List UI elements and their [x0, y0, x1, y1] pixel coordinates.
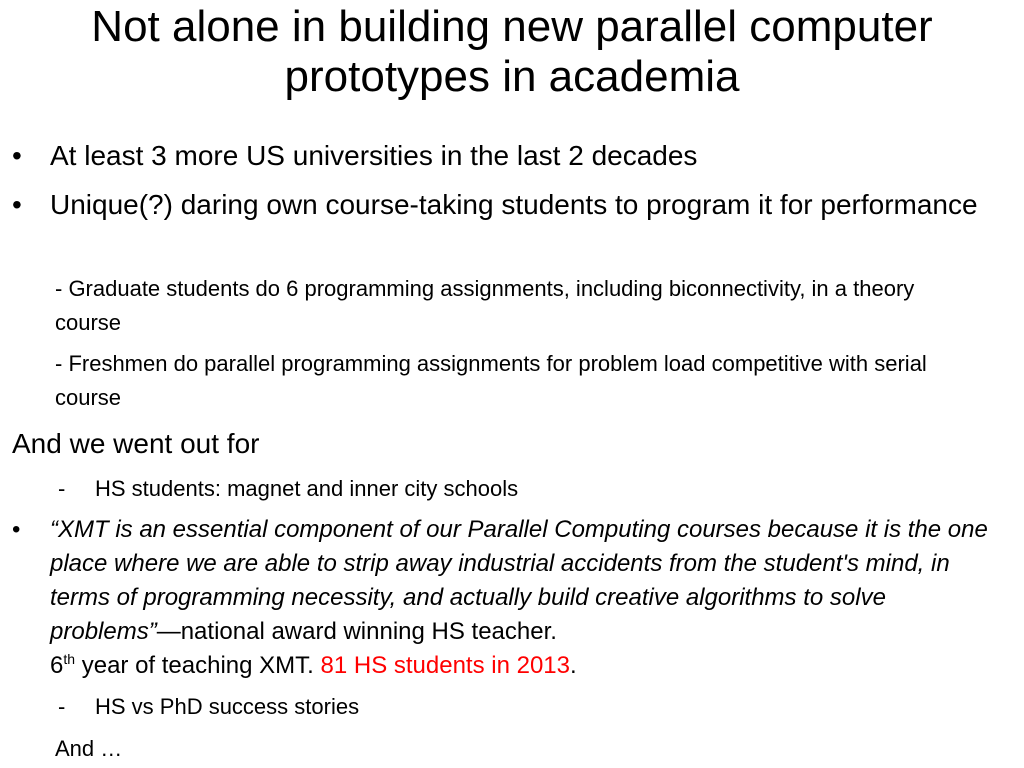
title-line-2: prototypes in academia [284, 52, 740, 101]
dash-marker: - [58, 476, 66, 501]
dash-marker: - [58, 694, 66, 719]
bullet-marker: • [12, 140, 22, 171]
hs-students-highlight: 81 HS students in 2013 [320, 652, 571, 679]
dash-text: HS vs PhD success stories [95, 694, 360, 719]
quote-end-period: . [570, 652, 577, 679]
year-number: 6 [50, 652, 64, 679]
heading-went-out: And we went out for [12, 428, 260, 459]
quote-attribution: —national award winning HS teacher. [156, 618, 557, 645]
sub-item-freshmen: - Freshmen do parallel programming assignments for problem load competitive with serial course [55, 351, 927, 410]
title-line-1: Not alone in building new parallel computer [91, 2, 933, 51]
bullet-text: Unique(?) daring own course-taking students to program it for performance [50, 189, 978, 220]
bullet-xmt-quote [12, 513, 1016, 683]
year-superscript: th [63, 651, 76, 667]
sub-item-graduate: - Graduate students do 6 programming assignments, including biconnectivity, in a theory course [55, 276, 915, 335]
dash-item-success-stories [58, 690, 958, 724]
year-rest: year of teaching XMT. [75, 652, 321, 679]
bullet-marker: • [12, 189, 22, 220]
dash-text: HS students: magnet and inner city schools [95, 476, 519, 501]
quote-italic: “XMT is an essential component of our Parallel Computing courses because it is the one place where we are able to strip away industrial accidents from the student's mind, in terms of programming necessity, and actually build creative algorithms to solve problems” [50, 516, 988, 645]
bullet-unique-students [12, 186, 1012, 224]
dash-item-hs-students [58, 472, 958, 506]
quote-text [50, 513, 1016, 683]
closing-and: And … [55, 736, 123, 761]
bullet-text: At least 3 more US universities in the last 2 decades [50, 140, 698, 171]
bullet-marker: • [12, 516, 21, 543]
slide-title [0, 2, 1024, 102]
bullet-universities [12, 137, 1012, 175]
